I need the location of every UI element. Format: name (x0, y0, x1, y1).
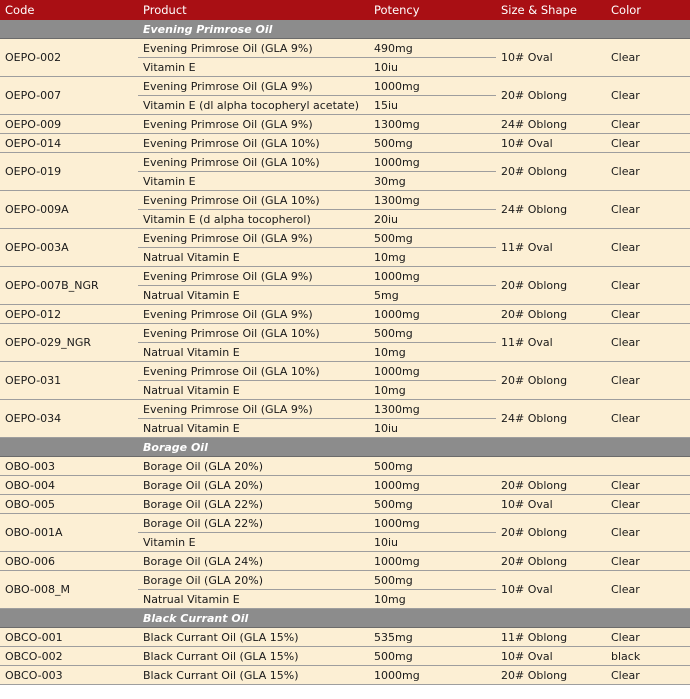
capsule-color: Clear (606, 552, 690, 571)
product-potency: 1000mg (369, 362, 496, 381)
table-row (0, 457, 690, 476)
capsule-color: Clear (606, 628, 690, 647)
section-header-row (0, 609, 690, 628)
capsule-color: Clear (606, 134, 690, 153)
product-code: OEPO-009A (0, 191, 138, 229)
product-name: Vitamin E (dl alpha tocopheryl acetate) (138, 96, 369, 115)
product-potency: 10mg (369, 343, 496, 362)
size-shape (496, 457, 606, 476)
column-header-product: Product (138, 0, 369, 20)
product-code: OBO-006 (0, 552, 138, 571)
capsule-color: Clear (606, 153, 690, 191)
capsule-color: Clear (606, 571, 690, 609)
product-code: OEPO-007B_NGR (0, 267, 138, 305)
product-name: Black Currant Oil (GLA 15%) (138, 628, 369, 647)
table-row (0, 362, 690, 381)
product-potency: 15iu (369, 96, 496, 115)
table-row (0, 305, 690, 324)
table-row (0, 39, 690, 58)
product-code: OEPO-007 (0, 77, 138, 115)
size-shape: 20# Oblong (496, 267, 606, 305)
size-shape: 11# Oblong (496, 628, 606, 647)
size-shape: 24# Oblong (496, 191, 606, 229)
size-shape: 11# Oval (496, 229, 606, 267)
product-code: OBO-008_M (0, 571, 138, 609)
table-row (0, 571, 690, 590)
product-code: OBO-003 (0, 457, 138, 476)
product-code: OEPO-009 (0, 115, 138, 134)
product-potency: 1000mg (369, 305, 496, 324)
table-row (0, 324, 690, 343)
product-name: Borage Oil (GLA 20%) (138, 571, 369, 590)
capsule-color: Clear (606, 305, 690, 324)
product-potency: 500mg (369, 229, 496, 248)
product-code: OEPO-029_NGR (0, 324, 138, 362)
table-row (0, 77, 690, 96)
table-row (0, 134, 690, 153)
product-potency: 535mg (369, 628, 496, 647)
product-name: Natrual Vitamin E (138, 248, 369, 267)
product-name: Natrual Vitamin E (138, 590, 369, 609)
product-potency: 1300mg (369, 400, 496, 419)
product-code: OEPO-003A (0, 229, 138, 267)
table-row (0, 476, 690, 495)
product-code: OEPO-034 (0, 400, 138, 438)
size-shape: 10# Oval (496, 39, 606, 77)
section-header-row (0, 20, 690, 39)
product-potency: 500mg (369, 134, 496, 153)
product-code: OBO-001A (0, 514, 138, 552)
product-potency: 20iu (369, 210, 496, 229)
capsule-color: Clear (606, 77, 690, 115)
size-shape: 20# Oblong (496, 77, 606, 115)
size-shape: 10# Oval (496, 571, 606, 609)
product-name: Borage Oil (GLA 20%) (138, 457, 369, 476)
size-shape: 10# Oval (496, 495, 606, 514)
table-row (0, 229, 690, 248)
product-name: Borage Oil (GLA 24%) (138, 552, 369, 571)
size-shape: 10# Oval (496, 647, 606, 666)
product-code: OBO-004 (0, 476, 138, 495)
product-potency: 1000mg (369, 514, 496, 533)
product-potency: 1300mg (369, 115, 496, 134)
product-name: Evening Primrose Oil (GLA 9%) (138, 229, 369, 248)
product-potency: 500mg (369, 324, 496, 343)
product-name: Evening Primrose Oil (GLA 10%) (138, 134, 369, 153)
table-row (0, 666, 690, 685)
table-row (0, 495, 690, 514)
product-potency: 10iu (369, 58, 496, 77)
product-name: Evening Primrose Oil (GLA 10%) (138, 324, 369, 343)
product-code: OEPO-002 (0, 39, 138, 77)
product-code: OBCO-001 (0, 628, 138, 647)
capsule-color: black (606, 647, 690, 666)
capsule-color: Clear (606, 362, 690, 400)
section-title: Borage Oil (138, 438, 690, 457)
size-shape: 24# Oblong (496, 400, 606, 438)
table-row (0, 191, 690, 210)
product-potency: 10mg (369, 248, 496, 267)
product-code: OBCO-003 (0, 666, 138, 685)
product-name: Evening Primrose Oil (GLA 9%) (138, 115, 369, 134)
capsule-color: Clear (606, 39, 690, 77)
product-code: OEPO-031 (0, 362, 138, 400)
product-potency: 1000mg (369, 552, 496, 571)
product-name: Evening Primrose Oil (GLA 10%) (138, 191, 369, 210)
table-row (0, 267, 690, 286)
product-potency: 490mg (369, 39, 496, 58)
table-row (0, 514, 690, 533)
product-potency: 500mg (369, 457, 496, 476)
product-potency: 30mg (369, 172, 496, 191)
size-shape: 10# Oval (496, 134, 606, 153)
capsule-color (606, 457, 690, 476)
size-shape: 20# Oblong (496, 666, 606, 685)
product-potency: 10iu (369, 419, 496, 438)
table-body (0, 20, 690, 685)
product-name: Vitamin E (d alpha tocopherol) (138, 210, 369, 229)
capsule-color: Clear (606, 229, 690, 267)
size-shape: 20# Oblong (496, 514, 606, 552)
product-potency: 1300mg (369, 191, 496, 210)
table-row (0, 153, 690, 172)
capsule-color: Clear (606, 191, 690, 229)
product-name: Borage Oil (GLA 22%) (138, 495, 369, 514)
size-shape: 20# Oblong (496, 153, 606, 191)
product-potency: 500mg (369, 495, 496, 514)
product-potency: 10iu (369, 533, 496, 552)
size-shape: 20# Oblong (496, 476, 606, 495)
capsule-color: Clear (606, 267, 690, 305)
product-name: Natrual Vitamin E (138, 286, 369, 305)
product-name: Natrual Vitamin E (138, 419, 369, 438)
column-header-code: Code (0, 0, 138, 20)
product-code: OEPO-014 (0, 134, 138, 153)
size-shape: 20# Oblong (496, 362, 606, 400)
product-potency: 500mg (369, 571, 496, 590)
product-name: Black Currant Oil (GLA 15%) (138, 647, 369, 666)
capsule-color: Clear (606, 324, 690, 362)
product-name: Evening Primrose Oil (GLA 9%) (138, 39, 369, 58)
product-potency: 10mg (369, 381, 496, 400)
product-potency: 1000mg (369, 153, 496, 172)
capsule-color: Clear (606, 476, 690, 495)
product-potency: 1000mg (369, 267, 496, 286)
product-name: Vitamin E (138, 533, 369, 552)
column-header-potency: Potency (369, 0, 496, 20)
product-potency: 5mg (369, 286, 496, 305)
product-name: Natrual Vitamin E (138, 381, 369, 400)
product-potency: 10mg (369, 590, 496, 609)
capsule-color: Clear (606, 400, 690, 438)
size-shape: 20# Oblong (496, 552, 606, 571)
capsule-color: Clear (606, 495, 690, 514)
section-header-row (0, 438, 690, 457)
capsule-color: Clear (606, 115, 690, 134)
product-potency: 1000mg (369, 666, 496, 685)
product-name: Evening Primrose Oil (GLA 9%) (138, 400, 369, 419)
capsule-color: Clear (606, 666, 690, 685)
product-name: Evening Primrose Oil (GLA 9%) (138, 77, 369, 96)
table-row (0, 647, 690, 666)
product-code: OBO-005 (0, 495, 138, 514)
product-name: Natrual Vitamin E (138, 343, 369, 362)
table-row (0, 552, 690, 571)
size-shape: 11# Oval (496, 324, 606, 362)
product-name: Vitamin E (138, 172, 369, 191)
product-potency: 1000mg (369, 476, 496, 495)
product-name: Evening Primrose Oil (GLA 10%) (138, 153, 369, 172)
table-header-row (0, 0, 690, 20)
column-header-size-shape: Size & Shape (496, 0, 606, 20)
product-name: Evening Primrose Oil (GLA 9%) (138, 267, 369, 286)
product-code: OBCO-002 (0, 647, 138, 666)
column-header-color: Color (606, 0, 690, 20)
size-shape: 20# Oblong (496, 305, 606, 324)
table-row (0, 400, 690, 419)
product-code: OEPO-012 (0, 305, 138, 324)
product-name: Borage Oil (GLA 20%) (138, 476, 369, 495)
product-name: Black Currant Oil (GLA 15%) (138, 666, 369, 685)
section-title: Evening Primrose Oil (138, 20, 690, 39)
size-shape: 24# Oblong (496, 115, 606, 134)
product-name: Vitamin E (138, 58, 369, 77)
product-name: Evening Primrose Oil (GLA 10%) (138, 362, 369, 381)
section-title: Black Currant Oil (138, 609, 690, 628)
product-name: Borage Oil (GLA 22%) (138, 514, 369, 533)
product-potency: 1000mg (369, 77, 496, 96)
product-code: OEPO-019 (0, 153, 138, 191)
product-potency: 500mg (369, 647, 496, 666)
capsule-color: Clear (606, 514, 690, 552)
product-name: Evening Primrose Oil (GLA 9%) (138, 305, 369, 324)
table-row (0, 628, 690, 647)
table-row (0, 115, 690, 134)
